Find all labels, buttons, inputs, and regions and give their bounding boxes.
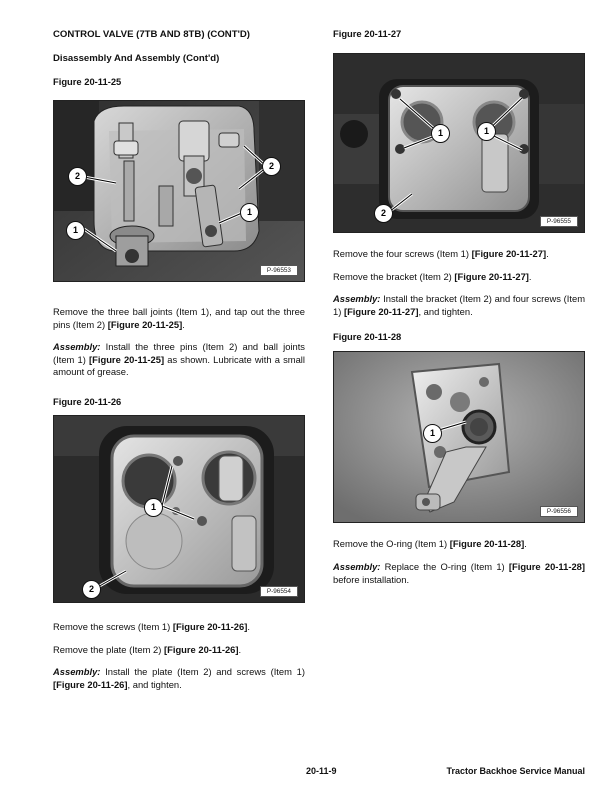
figure-20-11-26-photo xyxy=(53,415,305,603)
instruction-paragraph xyxy=(333,538,585,551)
figure-reference: [Figure 20-11-26] xyxy=(172,620,248,632)
figure-reference: [Figure 20-11-27] xyxy=(454,270,529,282)
paragraph-text: Install the three pins (Item 2) and ball joints (Item 1) xyxy=(53,341,305,365)
figure-20-11-28-photo xyxy=(333,351,585,523)
assembly-paragraph xyxy=(333,293,585,318)
paragraph-text: Replace the O-ring (Item 1) xyxy=(380,560,509,572)
figure-reference: [Figure 20-11-27] xyxy=(343,305,419,317)
callout-1: 1 xyxy=(240,203,259,222)
callout-2: 2 xyxy=(82,580,101,599)
paragraph-text: Install the plate (Item 2) and screws (Item 1) xyxy=(100,666,305,678)
instruction-paragraph xyxy=(333,271,585,284)
photo-code: P-96556 xyxy=(540,506,578,517)
manual-title: Tractor Backhoe Service Manual xyxy=(446,766,585,776)
figure-reference: [Figure 20-11-26] xyxy=(164,643,239,655)
figure-27-illustration xyxy=(334,54,584,232)
section-title: CONTROL VALVE (7TB AND 8TB) (CONT'D) xyxy=(53,29,250,40)
instruction-paragraph xyxy=(53,621,305,634)
figure-reference: [Figure 20-11-27] xyxy=(471,248,547,259)
figure-label-26: Figure 20-11-26 xyxy=(53,395,122,407)
figure-reference: [Figure 20-11-28] xyxy=(508,560,585,572)
callout-1: 1 xyxy=(431,124,450,143)
instruction-paragraph xyxy=(333,248,585,261)
figure-reference: [Figure 20-11-25] xyxy=(89,353,165,365)
callout-2: 2 xyxy=(68,167,87,186)
paragraph-text: before installation. xyxy=(333,573,410,585)
instruction-paragraph xyxy=(53,644,305,657)
paragraph-text: . xyxy=(528,270,532,282)
paragraph-text: Install the bracket (Item 2) and four screws (Item 1) xyxy=(333,293,585,317)
paragraph-text: . xyxy=(247,620,250,632)
callout-1: 1 xyxy=(144,498,163,517)
figure-28-illustration xyxy=(334,352,584,522)
callout-1: 1 xyxy=(477,122,496,141)
assembly-paragraph xyxy=(53,666,305,691)
right-column xyxy=(333,28,585,586)
figure-20-11-27-photo xyxy=(333,53,585,233)
photo-code: P-96555 xyxy=(540,216,578,227)
figure-label-28: Figure 20-11-28 xyxy=(333,331,402,343)
paragraph-text: Remove the plate (Item 2) xyxy=(53,643,164,655)
callout-2: 2 xyxy=(374,204,393,223)
photo-code: P-96554 xyxy=(260,586,298,597)
instruction-paragraph xyxy=(53,306,305,331)
paragraph-text: , and tighten. xyxy=(127,678,182,690)
figure-25-illustration xyxy=(54,101,304,281)
figure-reference: [Figure 20-11-28] xyxy=(449,538,525,550)
subsection-title: Disassembly And Assembly (Cont'd) xyxy=(53,53,220,64)
paragraph-text: Remove the screws (Item 1) xyxy=(53,620,173,632)
paragraph-text: , and tighten. xyxy=(418,305,473,317)
paragraph-text: Remove the four screws (Item 1) xyxy=(333,248,472,259)
assembly-paragraph xyxy=(333,561,585,586)
paragraph-text: Remove the O-ring (Item 1) xyxy=(333,538,450,550)
paragraph-text: . xyxy=(182,318,185,330)
figure-26-illustration xyxy=(54,416,304,602)
paragraph-text: . xyxy=(238,643,242,655)
paragraph-text: . xyxy=(524,538,527,550)
figure-reference: [Figure 20-11-25] xyxy=(107,318,183,330)
callout-2: 2 xyxy=(262,157,281,176)
left-column xyxy=(53,28,305,691)
assembly-paragraph xyxy=(53,341,305,379)
figure-label-25: Figure 20-11-25 xyxy=(53,76,122,87)
photo-code: P-96553 xyxy=(260,265,298,276)
paragraph-text: . xyxy=(546,248,549,259)
assembly-label: Assembly: xyxy=(333,560,381,572)
paragraph-text: Remove the bracket (Item 2) xyxy=(333,270,455,282)
page-number: 20-11-9 xyxy=(306,766,337,776)
figure-reference: [Figure 20-11-26] xyxy=(53,678,128,690)
callout-1: 1 xyxy=(423,424,442,443)
figure-label-27: Figure 20-11-27 xyxy=(333,28,402,39)
paragraph-text: Remove the three ball joints (Item 1), and tap out the three pins (Item 2) xyxy=(53,306,305,330)
assembly-label: Assembly: xyxy=(333,293,381,305)
callout-1: 1 xyxy=(66,221,85,240)
paragraph-text: as shown. Lubricate with a small amount of grease. xyxy=(53,353,305,378)
figure-20-11-25-photo xyxy=(53,100,305,282)
assembly-label: Assembly: xyxy=(53,341,101,353)
assembly-label: Assembly: xyxy=(53,666,101,678)
